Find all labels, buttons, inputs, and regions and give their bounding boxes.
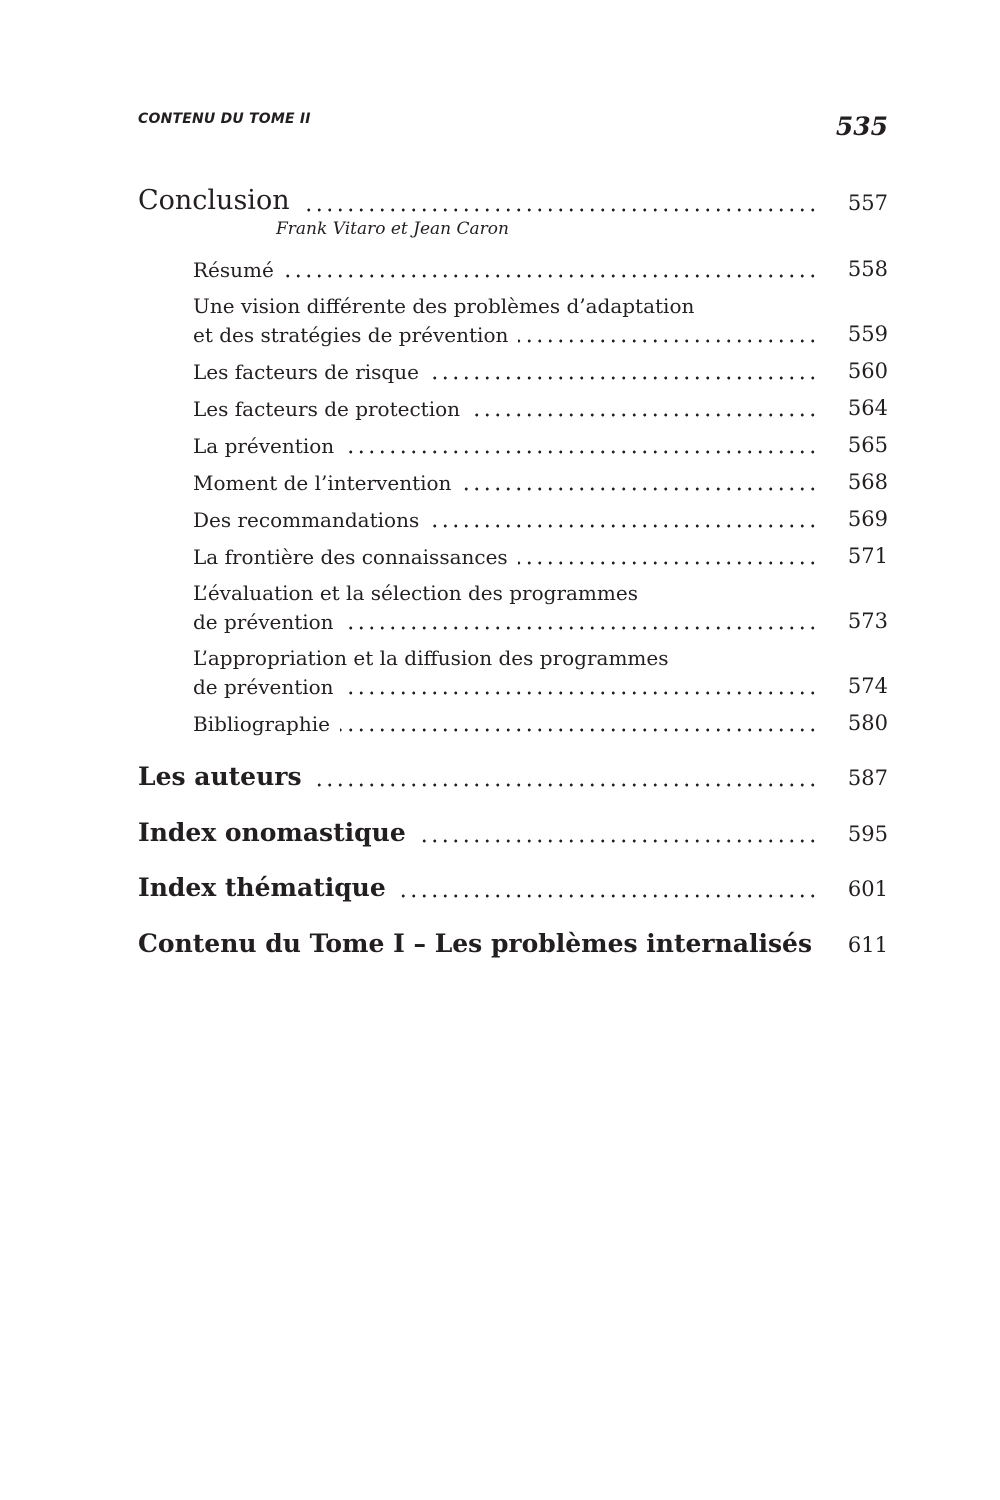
toc-entry-title: Contenu du Tome I – Les problèmes internalisés: [138, 931, 822, 956]
running-head: CONTENU DU TOME II: [138, 111, 311, 127]
dot-leader: [416, 839, 818, 843]
dot-leader: [429, 524, 818, 528]
toc-entry-page: 573: [818, 611, 888, 632]
toc-entry-page: 574: [818, 676, 888, 697]
toc-entry-title: Résumé: [193, 260, 284, 280]
toc-entry-facteurs-protection[interactable]: [0, 391, 888, 421]
toc-entry-title: La frontière des connaissances: [193, 547, 518, 567]
toc-entry-title: Index onomastique: [138, 820, 416, 845]
toc-entry-moment-intervention[interactable]: [0, 465, 888, 495]
toc-entry-page: 560: [818, 361, 888, 382]
toc-entry-prevention[interactable]: [0, 428, 888, 458]
toc-entry-title: de prévention: [193, 612, 344, 632]
toc-entry-page: 595: [818, 824, 888, 845]
toc-entry-page: 569: [818, 509, 888, 530]
chapter-authors: Frank Vitaro et Jean Caron: [276, 219, 509, 239]
dot-leader: [300, 208, 818, 212]
dot-leader: [461, 487, 818, 491]
toc-entry-page: 601: [818, 879, 888, 900]
toc-entry-frontiere[interactable]: [0, 539, 888, 569]
toc-entry-title: Les facteurs de protection: [193, 399, 470, 419]
toc-entry-evaluation-line1[interactable]: L’évaluation et la sélection des programmes: [193, 581, 638, 605]
dot-leader: [344, 626, 818, 630]
dot-leader: [396, 894, 818, 898]
toc-entry-evaluation[interactable]: [0, 604, 888, 634]
dot-leader: [470, 413, 818, 417]
dot-leader: [518, 339, 818, 343]
dot-leader: [312, 783, 818, 787]
toc-entry-appropriation[interactable]: [0, 669, 888, 699]
toc-entry-page: 580: [818, 713, 888, 734]
toc-entry-recommandations[interactable]: [0, 502, 888, 532]
toc-entry-appropriation-line1[interactable]: L’appropriation et la diffusion des programmes: [193, 646, 669, 670]
toc-entry-title: Conclusion: [138, 187, 300, 214]
page-number: 535: [835, 112, 888, 141]
toc-entry-title: Les auteurs: [138, 764, 312, 789]
toc-entry-facteurs-risque[interactable]: [0, 354, 888, 384]
toc-entry-page: 587: [818, 768, 888, 789]
toc-entry-resume[interactable]: [0, 252, 888, 282]
toc-entry-page: 564: [818, 398, 888, 419]
toc-entry-title: de prévention: [193, 677, 344, 697]
dot-leader: [340, 728, 818, 732]
toc-entry-title: et des stratégies de prévention: [193, 325, 518, 345]
toc-entry-page: 559: [818, 324, 888, 345]
toc-entry-auteurs[interactable]: [0, 761, 888, 791]
toc-entry-vision[interactable]: [0, 317, 888, 347]
dot-leader: [284, 274, 818, 278]
toc-entry-title: Des recommandations: [193, 510, 429, 530]
toc-entry-page: 611: [818, 935, 888, 956]
toc-entry-title: Moment de l’intervention: [193, 473, 461, 493]
toc-entry-index-thematique[interactable]: [0, 872, 888, 902]
toc-entry-page: 558: [818, 259, 888, 280]
toc-entry-page: 568: [818, 472, 888, 493]
toc-entry-title: Index thématique: [138, 875, 396, 900]
dot-leader: [344, 691, 818, 695]
dot-leader: [344, 450, 818, 454]
toc-entry-vision-line1[interactable]: Une vision différente des problèmes d’adaptation: [193, 294, 695, 318]
toc-entry-index-onomastique[interactable]: [0, 817, 888, 847]
toc-entry-title: Les facteurs de risque: [193, 362, 429, 382]
toc-entry-contenu-tome-1[interactable]: [0, 928, 888, 958]
toc-entry-page: 565: [818, 435, 888, 456]
dot-leader: [518, 561, 818, 565]
toc-entry-conclusion[interactable]: [0, 186, 888, 216]
toc-entry-page: 557: [818, 193, 888, 214]
toc-entry-bibliographie[interactable]: [0, 706, 888, 736]
toc-entry-page: 571: [818, 546, 888, 567]
toc-entry-title: Bibliographie: [193, 714, 340, 734]
toc-entry-title: La prévention: [193, 436, 344, 456]
dot-leader: [429, 376, 818, 380]
